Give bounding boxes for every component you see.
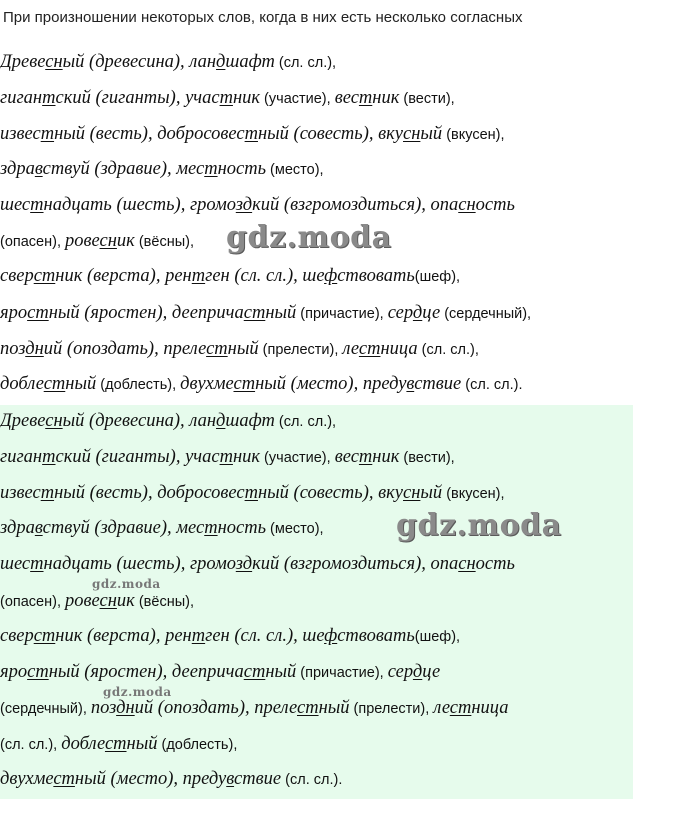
italic-text: гиган bbox=[0, 447, 43, 467]
underlined-letters: т bbox=[40, 124, 55, 144]
italic-text: двухме bbox=[0, 769, 54, 789]
italic-text: извес bbox=[0, 124, 41, 144]
underlined-letters: ст bbox=[104, 734, 127, 754]
italic-text: ность bbox=[217, 159, 267, 179]
underlined-letters: ст bbox=[33, 266, 56, 286]
italic-text: вес bbox=[334, 447, 359, 467]
italic-text: добле bbox=[0, 374, 44, 394]
italic-text: рове bbox=[65, 591, 100, 611]
italic-text: здра bbox=[0, 518, 35, 538]
underlined-letters: д bbox=[216, 52, 226, 72]
italic-text: шафт bbox=[225, 411, 275, 431]
underlined-letters: ст bbox=[27, 303, 49, 323]
underlined-letters: ст bbox=[206, 339, 228, 359]
plain-note: (участие), bbox=[260, 91, 335, 107]
italic-text: ость bbox=[475, 554, 515, 574]
text-line bbox=[0, 696, 509, 720]
plain-note: (вкусен), bbox=[442, 127, 505, 143]
underlined-letters: т bbox=[30, 195, 44, 215]
italic-text: ность bbox=[217, 518, 267, 538]
plain-note: (место), bbox=[266, 521, 324, 537]
italic-text: ость bbox=[475, 195, 515, 215]
text-line bbox=[0, 589, 194, 613]
italic-text: ный bbox=[65, 374, 97, 394]
underlined-letters: ст bbox=[243, 303, 266, 323]
underlined-letters: т bbox=[204, 518, 218, 538]
underlined-letters: дн bbox=[25, 339, 44, 359]
plain-note: (место), bbox=[266, 162, 324, 178]
underlined-letters: т bbox=[42, 88, 56, 108]
text-line bbox=[0, 50, 336, 74]
underlined-letters: т bbox=[42, 447, 56, 467]
italic-text: сер bbox=[387, 303, 413, 323]
italic-text: Древе bbox=[0, 52, 46, 72]
text-line bbox=[0, 157, 324, 181]
italic-text: сер bbox=[387, 662, 413, 682]
italic-text: свер bbox=[0, 266, 34, 286]
italic-text: поз bbox=[0, 339, 26, 359]
text-line bbox=[0, 86, 455, 110]
italic-text: ный (яростен), дееприча bbox=[48, 303, 244, 323]
plain-note: (сл. сл.), bbox=[0, 737, 62, 753]
plain-note: (вёсны), bbox=[134, 234, 194, 250]
underlined-letters: ст bbox=[296, 698, 319, 718]
plain-note: (опасен), bbox=[0, 594, 66, 610]
italic-text: ный bbox=[318, 698, 350, 718]
italic-text: здра bbox=[0, 159, 35, 179]
italic-text: ствуй (здравие), мес bbox=[42, 159, 205, 179]
italic-text: яро bbox=[0, 303, 28, 323]
underlined-letters: сн bbox=[99, 591, 117, 611]
italic-text: ий (опоздать), преле bbox=[134, 698, 297, 718]
italic-text: ница bbox=[380, 339, 418, 359]
underlined-letters: сн bbox=[458, 554, 476, 574]
underlined-letters: в bbox=[34, 518, 43, 538]
italic-text: ген (сл. сл.), ше bbox=[205, 626, 325, 646]
italic-text: ница bbox=[471, 698, 509, 718]
italic-text: ный (весть), добросовес bbox=[54, 124, 245, 144]
italic-text: ный (яростен), дееприча bbox=[48, 662, 244, 682]
italic-text: ный bbox=[265, 303, 297, 323]
underlined-letters: ф bbox=[324, 626, 338, 646]
text-line bbox=[0, 122, 505, 146]
underlined-letters: зд bbox=[235, 195, 253, 215]
text-line bbox=[0, 372, 523, 396]
italic-text: ый (древесина), лан bbox=[62, 411, 217, 431]
underlined-letters: сн bbox=[403, 124, 421, 144]
plain-note: (причастие), bbox=[296, 665, 388, 681]
italic-text: шафт bbox=[225, 52, 275, 72]
underlined-letters: ст bbox=[449, 698, 472, 718]
italic-text: ный bbox=[227, 339, 259, 359]
plain-note: (сердечный), bbox=[0, 701, 91, 717]
watermark-logo: gdz.moda bbox=[226, 220, 392, 255]
italic-text: ствие bbox=[234, 769, 282, 789]
plain-note: (сердечный), bbox=[440, 306, 532, 322]
italic-text: кий (взгромоздиться), опа bbox=[252, 195, 459, 215]
plain-note: (сл. сл.), bbox=[274, 414, 337, 430]
plain-note: (вкусен), bbox=[442, 486, 505, 502]
plain-note: (сл. сл.). bbox=[461, 377, 523, 393]
text-line bbox=[0, 767, 342, 791]
italic-text: рове bbox=[65, 231, 100, 251]
underlined-letters: т bbox=[219, 447, 233, 467]
underlined-letters: т bbox=[219, 88, 233, 108]
italic-text: ствуй (здравие), мес bbox=[42, 518, 205, 538]
underlined-letters: ст bbox=[43, 374, 66, 394]
italic-text: ный bbox=[265, 662, 297, 682]
text-line bbox=[0, 624, 460, 648]
plain-note: (сл. сл.), bbox=[274, 55, 337, 71]
italic-text: ник (верста), рен bbox=[55, 626, 192, 646]
answer-block-highlighted bbox=[0, 405, 633, 799]
plain-note: (прелести), bbox=[349, 701, 434, 717]
italic-text: надцать (шесть), громо bbox=[43, 554, 236, 574]
italic-text: ый bbox=[420, 483, 443, 503]
italic-text: ый (древесина), лан bbox=[62, 52, 217, 72]
italic-text: ный (совесть), вку bbox=[257, 124, 404, 144]
italic-text: ник bbox=[372, 88, 400, 108]
italic-text: ник bbox=[232, 447, 261, 467]
underlined-letters: ф bbox=[324, 266, 338, 286]
plain-note: (сл. сл.). bbox=[281, 772, 343, 788]
text-line bbox=[0, 732, 237, 756]
text-line bbox=[0, 445, 455, 469]
plain-note: (доблесть), bbox=[96, 377, 181, 393]
plain-note: (вёсны), bbox=[134, 594, 194, 610]
underlined-letters: ст bbox=[27, 662, 49, 682]
italic-text: ский (гиганты), учас bbox=[55, 447, 220, 467]
underlined-letters: т bbox=[204, 159, 218, 179]
underlined-letters: в bbox=[406, 374, 415, 394]
underlined-letters: сн bbox=[45, 52, 63, 72]
underlined-letters: т bbox=[191, 626, 206, 646]
text-line bbox=[0, 481, 505, 505]
watermark-logo: gdz.moda bbox=[396, 508, 562, 543]
underlined-letters: т bbox=[191, 266, 206, 286]
underlined-letters: т bbox=[358, 88, 373, 108]
watermark-logo: gdz.moda bbox=[103, 685, 172, 699]
italic-text: ий (опоздать), преле bbox=[43, 339, 207, 359]
underlined-letters: сн bbox=[458, 195, 476, 215]
italic-text: ген (сл. сл.), ше bbox=[205, 266, 325, 286]
underlined-letters: ст bbox=[358, 339, 381, 359]
italic-text: ый bbox=[420, 124, 443, 144]
italic-text: кий (взгромоздиться), опа bbox=[252, 554, 459, 574]
underlined-letters: ст bbox=[243, 662, 266, 682]
italic-text: ный (совесть), вку bbox=[257, 483, 404, 503]
italic-text: ный bbox=[126, 734, 158, 754]
intro-text: При произношении некоторых слов, когда в них есть несколько согласных bbox=[3, 9, 523, 26]
underlined-letters: т bbox=[244, 483, 258, 503]
italic-text: шес bbox=[0, 195, 31, 215]
italic-text: ный (место), преду bbox=[255, 374, 407, 394]
underlined-letters: ст bbox=[233, 374, 256, 394]
plain-note: (причастие), bbox=[296, 306, 388, 322]
underlined-letters: сн bbox=[99, 231, 117, 251]
plain-note: (участие), bbox=[260, 450, 335, 466]
italic-text: гиган bbox=[0, 88, 43, 108]
italic-text: це bbox=[422, 303, 441, 323]
italic-text: це bbox=[422, 662, 441, 682]
underlined-letters: сн bbox=[403, 483, 421, 503]
plain-note: (сл. сл.), bbox=[417, 342, 479, 358]
italic-text: поз bbox=[90, 698, 117, 718]
italic-text: ствовать bbox=[337, 266, 415, 286]
italic-text: ствовать bbox=[337, 626, 415, 646]
plain-note: (вести), bbox=[399, 91, 455, 107]
underlined-letters: зд bbox=[235, 554, 253, 574]
text-line bbox=[0, 229, 194, 253]
italic-text: ик bbox=[116, 591, 135, 611]
italic-text: надцать (шесть), громо bbox=[43, 195, 236, 215]
underlined-letters: ст bbox=[33, 626, 56, 646]
watermark-logo: gdz.moda bbox=[92, 577, 161, 591]
italic-text: вес bbox=[334, 88, 359, 108]
italic-text: шес bbox=[0, 554, 31, 574]
italic-text: ле bbox=[342, 339, 359, 359]
text-line bbox=[0, 337, 479, 361]
text-line bbox=[0, 193, 515, 217]
italic-text: двухме bbox=[180, 374, 234, 394]
plain-note: (доблесть), bbox=[157, 737, 238, 753]
underlined-letters: сн bbox=[45, 411, 63, 431]
italic-text: ик bbox=[116, 231, 135, 251]
plain-note: (вести), bbox=[399, 450, 455, 466]
italic-text: добле bbox=[61, 734, 105, 754]
italic-text: ный (весть), добросовес bbox=[54, 483, 245, 503]
italic-text: Древе bbox=[0, 411, 46, 431]
text-line bbox=[0, 264, 460, 288]
text-line bbox=[0, 409, 336, 433]
text-line bbox=[0, 301, 531, 325]
underlined-letters: д bbox=[412, 303, 423, 323]
underlined-letters: д bbox=[412, 662, 423, 682]
plain-note: (шеф), bbox=[414, 629, 461, 645]
text-line bbox=[0, 552, 515, 576]
italic-text: ле bbox=[433, 698, 450, 718]
plain-note: (прелести), bbox=[258, 342, 343, 358]
italic-text: ник bbox=[232, 88, 261, 108]
underlined-letters: в bbox=[34, 159, 43, 179]
underlined-letters: т bbox=[30, 554, 44, 574]
underlined-letters: ст bbox=[53, 769, 75, 789]
italic-text: ствие bbox=[414, 374, 462, 394]
italic-text: ный (место), преду bbox=[74, 769, 227, 789]
underlined-letters: дн bbox=[116, 698, 135, 718]
italic-text: извес bbox=[0, 483, 41, 503]
underlined-letters: т bbox=[358, 447, 373, 467]
text-line bbox=[0, 660, 440, 684]
italic-text: ский (гиганты), учас bbox=[55, 88, 220, 108]
text-line bbox=[0, 516, 324, 540]
plain-note: (опасен), bbox=[0, 234, 66, 250]
underlined-letters: в bbox=[226, 769, 235, 789]
underlined-letters: т bbox=[244, 124, 258, 144]
italic-text: ник (верста), рен bbox=[55, 266, 192, 286]
underlined-letters: т bbox=[40, 483, 55, 503]
italic-text: яро bbox=[0, 662, 28, 682]
italic-text: ник bbox=[372, 447, 400, 467]
underlined-letters: д bbox=[216, 411, 226, 431]
plain-note: (шеф), bbox=[414, 269, 461, 285]
italic-text: свер bbox=[0, 626, 34, 646]
